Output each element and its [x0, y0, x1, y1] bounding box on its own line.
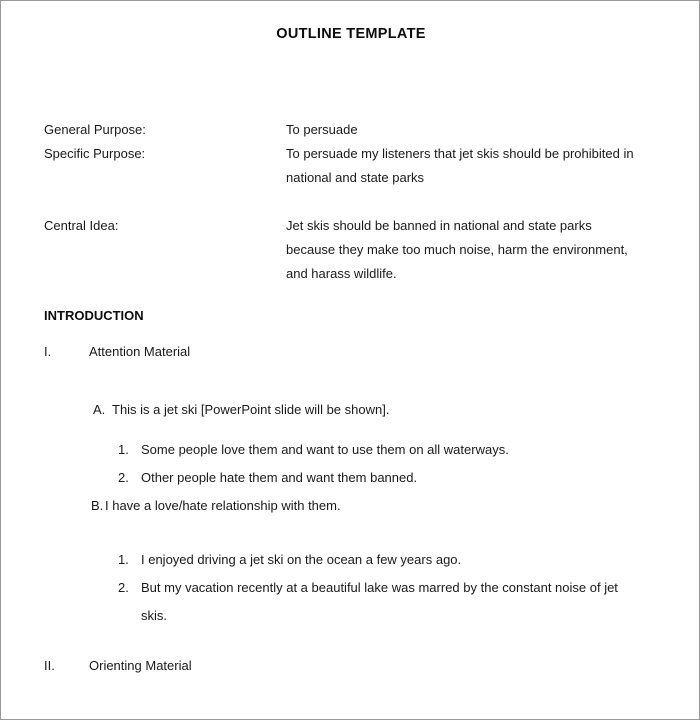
item-text: Some people love them and want to use them on all waterways.: [141, 442, 509, 457]
item-marker: A.: [93, 402, 106, 417]
value-line: and harass wildlife.: [286, 266, 397, 281]
spacer: [91, 520, 666, 546]
roman-item-label: Attention Material: [89, 344, 191, 359]
roman-numeral: I.: [44, 344, 52, 359]
general-purpose-value: [286, 118, 664, 142]
metadata-row: [44, 214, 664, 286]
metadata-row: [44, 118, 664, 142]
outline-items-list: [91, 396, 666, 630]
item-text: Other people hate them and want them banned.: [141, 470, 418, 485]
item-marker: 1.: [118, 552, 129, 567]
spacer: [91, 424, 666, 436]
item-text: But my vacation recently at a beautiful lake was marred by the constant noise of jet: [141, 580, 618, 595]
specific-purpose-label: Specific Purpose:: [44, 146, 146, 161]
outline-roman-item-i: [44, 344, 190, 359]
outline-item-a-2: [91, 464, 666, 492]
roman-item-label: Orienting Material: [89, 658, 192, 673]
roman-numeral: II.: [44, 658, 55, 673]
item-text-continuation: skis.: [141, 608, 167, 623]
item-text: I enjoyed driving a jet ski on the ocean a few years ago.: [141, 552, 462, 567]
general-purpose-label: General Purpose:: [44, 122, 146, 137]
value-line: To persuade: [286, 122, 358, 137]
outline-item-b-1: [91, 546, 666, 574]
outline-item-b-2: [91, 574, 666, 630]
item-marker: 2.: [118, 470, 129, 485]
item-marker: 2.: [118, 580, 129, 595]
item-marker: 1.: [118, 442, 129, 457]
introduction-heading: INTRODUCTION: [44, 308, 144, 323]
value-line: To persuade my listeners that jet skis should be prohibited in: [286, 146, 634, 161]
page-title: OUTLINE TEMPLATE: [276, 26, 426, 42]
outline-item-a-1: [91, 436, 666, 464]
outline-item-b: [91, 492, 666, 520]
item-text: This is a jet ski [PowerPoint slide will be shown].: [112, 402, 390, 417]
central-idea-label: Central Idea:: [44, 218, 119, 233]
item-marker: B.: [91, 498, 104, 513]
value-line: Jet skis should be banned in national and state parks: [286, 218, 592, 233]
value-line: national and state parks: [286, 170, 425, 185]
outline-roman-item-ii: [44, 658, 192, 673]
metadata-row: [44, 142, 664, 190]
outline-metadata-block: [44, 118, 664, 286]
central-idea-value: [286, 214, 664, 286]
outline-item-a: [91, 396, 666, 424]
value-line: because they make too much noise, harm the environment,: [286, 242, 628, 257]
specific-purpose-value: [286, 142, 664, 190]
item-text: I have a love/hate relationship with them.: [105, 498, 341, 513]
